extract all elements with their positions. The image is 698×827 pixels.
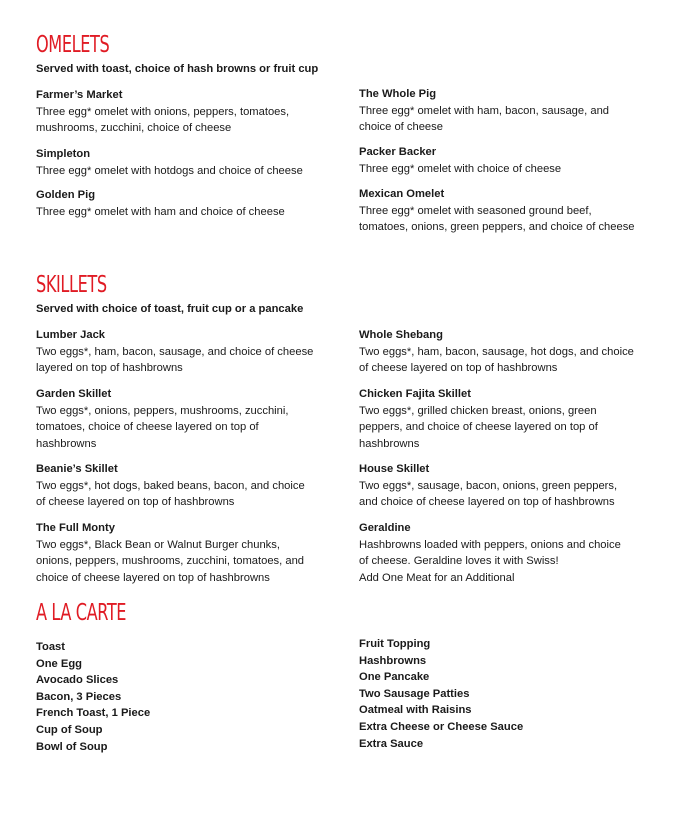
item-description: Three egg* omelet with hotdogs and choice of cheese (36, 164, 303, 177)
a-la-carte-left-list (36, 639, 150, 755)
menu-item (359, 186, 659, 236)
menu-item (359, 327, 659, 377)
item-name: Lumber Jack (36, 329, 106, 341)
a-la-carte-right-list (359, 636, 523, 752)
item-description: Three egg* omelet with ham, bacon, sausage, and choice of cheese (359, 104, 610, 133)
item-description: Three egg* omelet with seasoned ground beef, tomatoes, onions, green peppers, and choice of cheese (359, 204, 635, 233)
skillets-heading: SKILLETS (36, 272, 107, 298)
menu-item (36, 146, 336, 179)
item-description: Two eggs*, grilled chicken breast, onions, green peppers, and choice of cheese layered on top of hashbrowns (359, 404, 598, 450)
menu-item (36, 87, 336, 137)
menu-item (36, 327, 336, 377)
item-name: Farmer’s Market (36, 89, 123, 101)
menu-item (36, 386, 336, 452)
item-name: Chicken Fajita Skillet (359, 388, 471, 400)
a-la-carte-heading: A LA CARTE (36, 600, 127, 626)
list-item: French Toast, 1 Piece (36, 707, 151, 720)
item-name: The Full Monty (36, 522, 115, 534)
menu-item (36, 461, 336, 511)
item-name: Simpleton (36, 148, 91, 160)
list-item: Cup of Soup (36, 723, 103, 736)
item-description: Hashbrowns loaded with peppers, onions and choice of cheese. Geraldine loves it with Swiss! Add One Meat for an Additional (359, 538, 621, 584)
menu-item (359, 386, 659, 452)
item-description: Three egg* omelet with ham and choice of cheese (36, 205, 285, 218)
item-name: Beanie’s Skillet (36, 463, 118, 475)
menu-item (36, 520, 336, 586)
list-item: Oatmeal with Raisins (359, 704, 472, 717)
list-item: Two Sausage Patties (359, 687, 470, 700)
item-description: Three egg* omelet with onions, peppers, tomatoes, mushrooms, zucchini, choice of cheese (36, 105, 290, 134)
item-name: The Whole Pig (359, 88, 437, 100)
item-description: Two eggs*, sausage, bacon, onions, green peppers, and choice of cheese layered on top of hashbrowns (359, 479, 618, 508)
omelets-heading: OMELETS (36, 32, 110, 58)
list-item: Fruit Topping (359, 638, 431, 650)
item-description: Three egg* omelet with choice of cheese (359, 162, 562, 175)
list-item: Avocado Slices (36, 674, 119, 687)
item-name: Garden Skillet (36, 388, 112, 400)
list-item: One Pancake (359, 671, 430, 684)
list-item: Extra Sauce (359, 737, 424, 750)
item-name: Geraldine (359, 522, 411, 534)
item-description: Two eggs*, ham, bacon, sausage, hot dogs, and choice of cheese layered on top of hashbrowns (359, 345, 634, 374)
item-name: Mexican Omelet (359, 188, 445, 200)
item-name: Golden Pig (36, 189, 96, 201)
list-item: Toast (36, 641, 66, 653)
menu-item (359, 86, 659, 136)
menu-item (359, 144, 659, 177)
item-description: Two eggs*, Black Bean or Walnut Burger chunks, onions, peppers, mushrooms, zucchini, tomatoes, and choice of cheese layered on top of hashbrowns (36, 538, 305, 584)
omelets-subtitle: Served with toast, choice of hash browns or fruit cup (36, 63, 319, 75)
list-item: Hashbrowns (359, 654, 427, 667)
list-item: Bacon, 3 Pieces (36, 690, 122, 703)
list-item: One Egg (36, 657, 82, 670)
list-item: Bowl of Soup (36, 740, 108, 753)
item-name: Whole Shebang (359, 329, 443, 341)
item-name: Packer Backer (359, 146, 437, 158)
item-description: Two eggs*, hot dogs, baked beans, bacon, and choice of cheese layered on top of hashbrowns (36, 479, 305, 508)
item-name: House Skillet (359, 463, 430, 475)
item-description: Two eggs*, ham, bacon, sausage, and choice of cheese layered on top of hashbrowns (36, 345, 314, 374)
skillets-subtitle: Served with choice of toast, fruit cup or a pancake (36, 303, 304, 315)
menu-item (359, 461, 659, 511)
menu-item (36, 187, 336, 220)
item-description: Two eggs*, onions, peppers, mushrooms, zucchini, tomatoes, choice of cheese layered on top of hashbrowns (36, 404, 289, 450)
menu-item (359, 520, 659, 586)
list-item: Extra Cheese or Cheese Sauce (359, 720, 524, 733)
